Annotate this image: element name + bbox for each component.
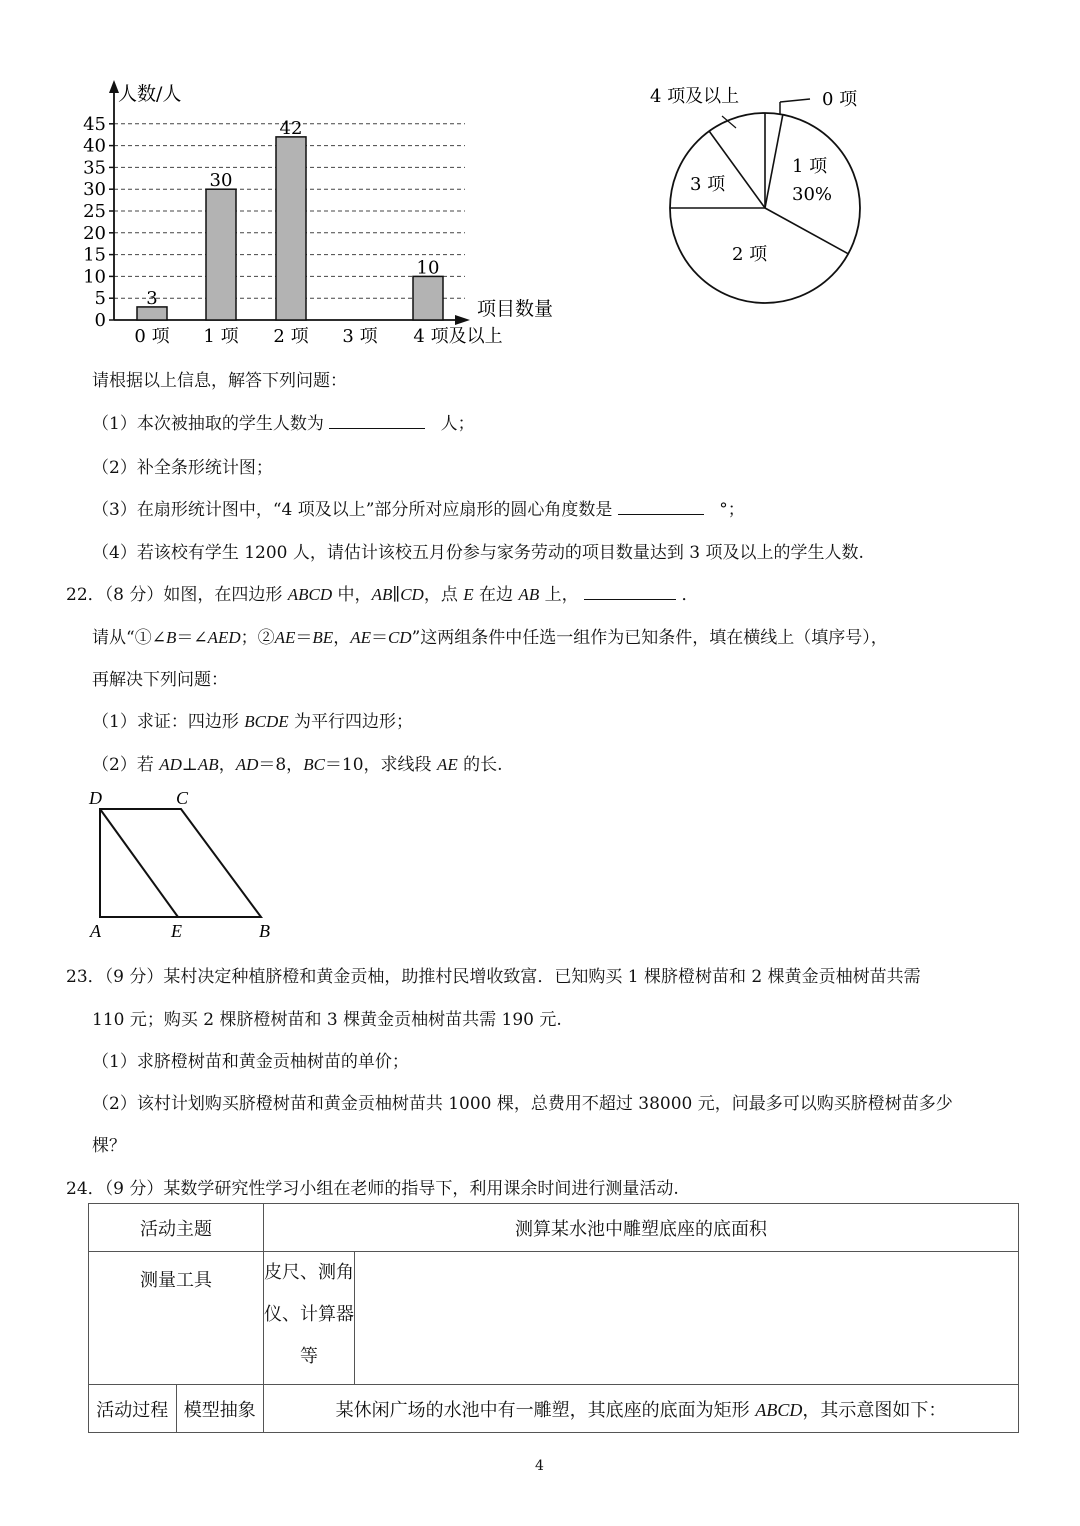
table-tools-value-line: 等 (300, 1346, 319, 1367)
y-tick-label: 10 (83, 266, 106, 288)
q21-part3 (92, 495, 745, 520)
q23-sub2: （2）该村计划购买脐橙树苗和黄金贡柚树苗共 1000 棵，总费用不超过 38000 元，问最多可以购买脐橙树苗多少 (92, 1094, 953, 1114)
y-tick-label: 30 (83, 179, 106, 201)
q22-text: ． (681, 585, 699, 605)
q22-sub2 (92, 750, 503, 775)
q22-text: 请从“①∠ (92, 628, 166, 648)
q24-line1: 24．（9 分）某数学研究性学习小组在老师的指导下，利用课余时间进行测量活动. (66, 1179, 679, 1199)
table-tools-value-line: 仪、计算器 (264, 1304, 355, 1325)
q22-var: CD (387, 628, 412, 647)
q21-part1-unit: 人； (440, 414, 475, 434)
q22-var: AD (159, 755, 182, 774)
pie-label-1-percent: 30% (792, 184, 833, 205)
table-model-text-part: 某休闲广场的水池中有一雕塑，其底座的底面为矩形 (335, 1399, 756, 1421)
q22-text: 的长. (457, 755, 503, 775)
pie-slice-boundary (709, 131, 765, 208)
point-label-b: B (259, 921, 270, 941)
bar-chart-x-labels (134, 326, 502, 347)
bar-chart-y-axis-label: 人数/人 (118, 83, 182, 105)
q22-text: （2）若 (92, 755, 160, 775)
q22-var: BC (303, 755, 325, 774)
q22-text: ；② (240, 628, 275, 648)
q21-part4: （4）若该校有学生 1200 人，请估计该校五月份参与家务劳动的项目数量达到 3 项及以上的学生人数. (92, 543, 864, 563)
q22-var: AE (350, 628, 371, 647)
bar-data-label: 42 (279, 117, 303, 139)
pie-slice-boundary (765, 115, 783, 208)
q22-text: 22．（8 分）如图，在四边形 (66, 585, 288, 605)
y-tick-label: 15 (83, 244, 106, 266)
q21-part3-blank[interactable] (618, 500, 704, 515)
pie-label-3: 3 项 (690, 174, 726, 195)
q22-sub1 (92, 707, 413, 732)
q23-sub1: （1）求脐橙树苗和黄金贡柚树苗的单价； (92, 1052, 409, 1072)
q22-text: ， (333, 628, 351, 648)
bar-data-label: 30 (209, 170, 233, 192)
q22-line2 (92, 623, 888, 648)
pie-label-2: 2 项 (732, 244, 768, 265)
bar (276, 137, 306, 320)
table-theme-label: 活动主题 (89, 1204, 264, 1252)
x-tick-label: 0 项 (134, 326, 170, 347)
bar-chart-x-axis-label: 项目数量 (477, 298, 554, 320)
quadrilateral-figure (80, 780, 290, 945)
q22-var: AD (235, 755, 259, 774)
q22-var: AB (518, 585, 540, 604)
activity-table (88, 1203, 1019, 1433)
q21-intro: 请根据以上信息，解答下列问题： (92, 371, 347, 391)
q23-sub2-cont: 棵？ (92, 1136, 126, 1156)
table-tools-label: 测量工具 (89, 1252, 264, 1385)
q22-text: ”这两组条件中任选一组作为已知条件，填在横线上（填序号）， (411, 628, 888, 648)
q22-symbol: ∥ (392, 585, 401, 605)
q22-var: E (463, 585, 474, 604)
q22-text: ＝ (295, 628, 313, 648)
q22-var: AB (197, 755, 219, 774)
q22-text: 上， (539, 585, 579, 605)
pie-label-0: 0 项 (822, 89, 858, 110)
x-tick-label: 2 项 (273, 326, 309, 347)
segment-de (100, 809, 178, 917)
q21-part1-text: （1）本次被抽取的学生人数为 (92, 414, 324, 434)
q22-text: ， (218, 755, 236, 775)
q22-text: ＝8， (258, 755, 304, 775)
y-tick-label: 0 (94, 310, 106, 331)
q22-var: AED (207, 628, 241, 647)
x-tick-label: 1 项 (203, 326, 239, 347)
table-process-label: 活动过程 (89, 1385, 177, 1433)
bar-data-label: 10 (416, 257, 440, 279)
y-tick-label: 25 (83, 201, 106, 222)
bar-data-label: 3 (146, 287, 158, 309)
bar-chart-y-ticks (83, 114, 106, 331)
q21-part1-blank[interactable] (329, 414, 425, 429)
q22-var: BCDE (244, 712, 289, 731)
x-tick-label: 3 项 (342, 326, 378, 347)
bar-chart-bars (137, 118, 443, 320)
table-theme-value: 测算某水池中雕塑底座的底面积 (264, 1204, 1019, 1252)
q21-part2: （2）补全条形统计图； (92, 458, 273, 478)
q22-var: CD (400, 585, 424, 604)
bar (413, 276, 443, 320)
pie-label-4-plus: 4 项及以上 (650, 86, 740, 107)
q22-var: AB (371, 585, 393, 604)
q22-text: 为平行四边形； (288, 712, 414, 732)
q21-part3-text: （3）在扇形统计图中，“4 项及以上”部分所对应扇形的圆心角度数是 (92, 500, 613, 520)
q23-line1: 23．（9 分）某村决定种植脐橙和黄金贡柚，助推村民增收致富．已知购买 1 棵脐橙树苗和 2 棵黄金贡柚树苗共需 (66, 967, 921, 987)
table-model-text (264, 1385, 1019, 1433)
q21-part3-unit: °； (719, 500, 745, 520)
q22-text: （1）求证：四边形 (92, 712, 245, 732)
page-number: 4 (535, 1458, 544, 1474)
q23-line2: 110 元；购买 2 棵脐橙树苗和 3 棵黄金贡柚树苗共需 190 元. (92, 1010, 562, 1030)
point-label-c: C (176, 788, 189, 808)
table-model-text-part: ，其示意图如下： (802, 1399, 947, 1421)
y-tick-label: 40 (83, 135, 106, 157)
x-axis-arrow (455, 315, 470, 325)
q22-text: ＝∠ (176, 628, 208, 648)
pie-chart (640, 70, 900, 320)
table-model-label: 模型抽象 (176, 1385, 264, 1433)
q22-text: 在边 (473, 585, 519, 605)
q22-var: AE (436, 755, 458, 774)
bar (206, 189, 236, 320)
pie-slice-boundary (765, 208, 848, 254)
point-label-e: E (171, 921, 182, 941)
q22-var: ABCD (287, 585, 333, 604)
table-tools-value (264, 1252, 355, 1385)
q22-symbol: ⊥ (181, 755, 198, 775)
q22-line3: 再解决下列问题： (92, 670, 228, 690)
q22-blank[interactable] (584, 585, 676, 600)
y-tick-label: 45 (83, 113, 106, 135)
point-label-d: D (89, 788, 102, 808)
q22-text: ＝10，求线段 (324, 755, 437, 775)
q22-text: ＝ (370, 628, 388, 648)
y-tick-label: 20 (83, 222, 106, 244)
pie-label-1: 1 项 (792, 156, 828, 177)
bar-chart (0, 0, 600, 360)
q22-var: AE (274, 628, 296, 647)
point-label-a: A (90, 921, 101, 941)
table-tools-empty-cell (355, 1252, 1019, 1385)
q22-var: B (165, 628, 177, 647)
y-tick-label: 35 (83, 157, 106, 179)
quadrilateral-abcd (100, 809, 261, 917)
q22-text: ，点 (423, 585, 464, 605)
x-tick-label: 4 项及以上 (413, 326, 503, 347)
q22-line1 (66, 580, 698, 605)
table-tools-value-line: 皮尺、测角 (264, 1262, 355, 1283)
q21-part1 (92, 409, 475, 434)
q22-text: 中， (332, 585, 372, 605)
table-model-text-var: ABCD (755, 1399, 803, 1420)
q22-var: BE (312, 628, 334, 647)
pie-chart-slices (670, 113, 860, 303)
y-tick-label: 5 (94, 288, 106, 310)
